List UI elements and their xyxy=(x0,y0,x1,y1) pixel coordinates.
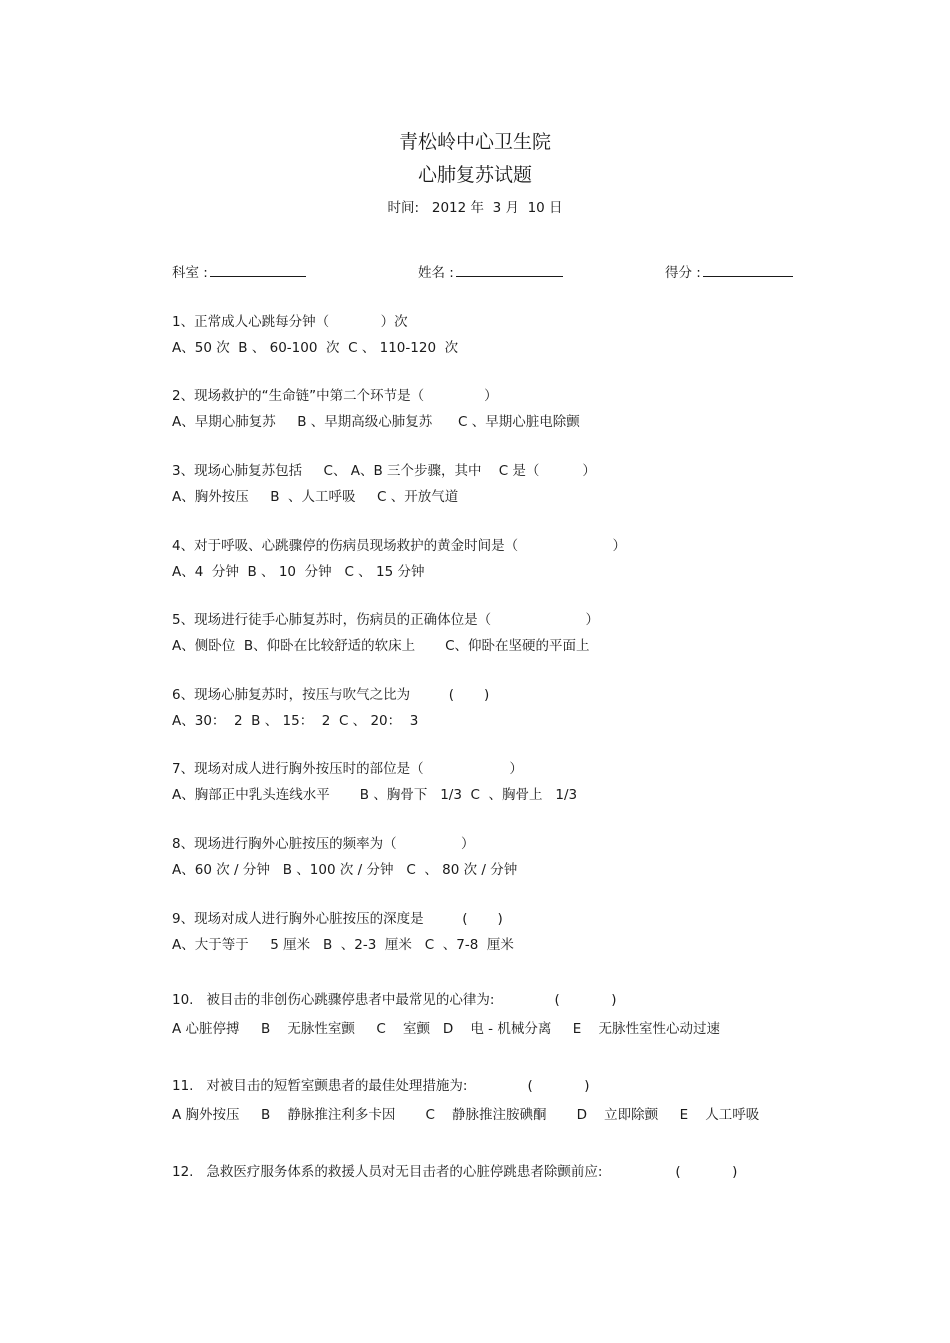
department-blank[interactable] xyxy=(210,263,306,277)
options-10: A 心脏停搏 B 无脉性室颤 C 室颤 D 电 - 机械分离 E 无脉性室性心动过速 xyxy=(172,1021,720,1037)
options-11: A 胸外按压 B 静脉推注利多卡因 C 静脉推注胺碘酮 D 立即除颤 E 人工呼吸 xyxy=(172,1107,760,1123)
question-9: 9、现场对成人进行胸外心脏按压的深度是 ( ) xyxy=(172,911,503,927)
department-label: 科室 : xyxy=(172,265,208,281)
score-label: 得分 : xyxy=(665,265,701,281)
options-3: A、胸外按压 B 、人工呼吸 C 、开放气道 xyxy=(172,489,459,505)
name-blank[interactable] xyxy=(456,263,563,277)
exam-date: 时间: 2012 年 3 月 10 日 xyxy=(387,200,563,216)
question-11: 11. 对被目击的短暂室颤患者的最佳处理措施为: ( ) xyxy=(172,1078,590,1094)
exam-title: 心肺复苏试题 xyxy=(417,164,532,186)
options-8: A、60 次 / 分钟 B 、100 次 / 分钟 C 、 80 次 / 分钟 xyxy=(172,862,518,878)
question-6: 6、现场心肺复苏时，按压与吹气之比为 ( ) xyxy=(172,687,490,703)
score-field xyxy=(665,263,793,282)
score-blank[interactable] xyxy=(703,263,793,277)
name-label: 姓名 : xyxy=(418,265,454,281)
question-8: 8、现场进行胸外心脏按压的频率为（ ） xyxy=(172,836,475,852)
name-field xyxy=(418,263,563,282)
question-1: 1、正常成人心跳每分钟（ ）次 xyxy=(172,314,408,330)
options-7: A、胸部正中乳头连线水平 B 、胸骨下 1/3 C 、胸骨上 1/3 xyxy=(172,787,578,803)
question-2: 2、现场救护的“生命链”中第二个环节是（ ） xyxy=(172,388,498,404)
options-2: A、早期心肺复苏 B 、早期高级心肺复苏 C 、早期心脏电除颤 xyxy=(172,414,580,430)
department-field xyxy=(172,263,306,282)
options-5: A、侧卧位 B、仰卧在比较舒适的软床上 C、仰卧在坚硬的平面上 xyxy=(172,638,590,654)
options-1: A、50 次 B 、 60-100 次 C 、 110-120 次 xyxy=(172,340,459,356)
question-4: 4、对于呼吸、心跳骤停的伤病员现场救护的黄金时间是（ ） xyxy=(172,538,626,554)
question-12: 12. 急救医疗服务体系的救援人员对无目击者的心脏停跳患者除颤前应: ( ) xyxy=(172,1164,738,1180)
question-3: 3、现场心肺复苏包括 C、 A、B 三个步骤，其中 C 是（ ） xyxy=(172,463,596,479)
question-7: 7、现场对成人进行胸外按压时的部位是（ ） xyxy=(172,761,523,777)
options-9: A、大于等于 5 厘米 B 、2-3 厘米 C 、7-8 厘米 xyxy=(172,937,514,953)
options-4: A、4 分钟 B 、 10 分钟 C 、 15 分钟 xyxy=(172,564,425,580)
question-10: 10. 被目击的非创伤心跳骤停患者中最常见的心律为: ( ) xyxy=(172,992,617,1008)
options-6: A、30： 2 B 、 15： 2 C 、 20： 3 xyxy=(172,713,419,729)
question-5: 5、现场进行徒手心肺复苏时，伤病员的正确体位是（ ） xyxy=(172,612,599,628)
hospital-name: 青松岭中心卫生院 xyxy=(398,131,551,153)
